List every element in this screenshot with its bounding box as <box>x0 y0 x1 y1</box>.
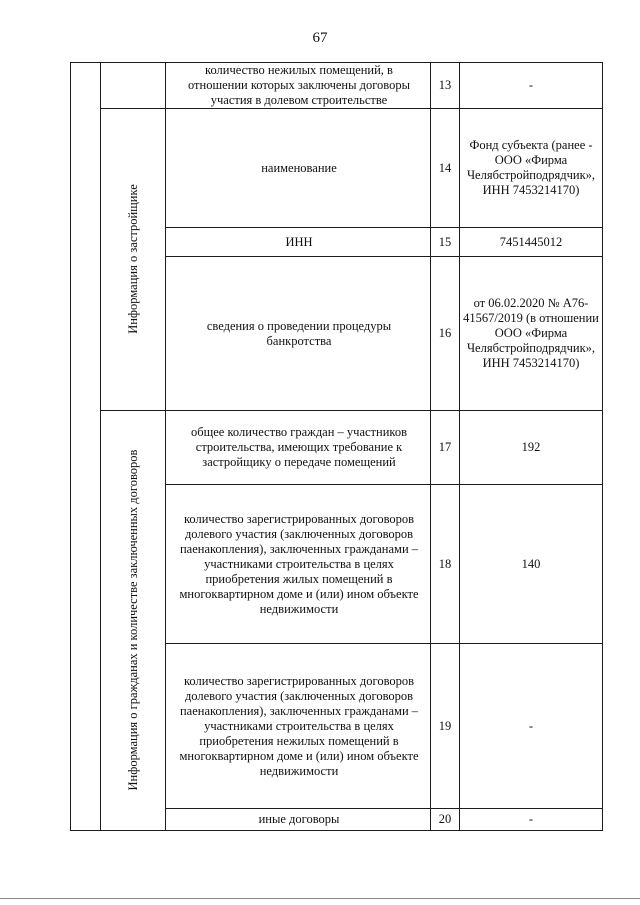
table-row-label: общее количество граждан – участников строительства, имеющих требование к застройщику о передаче помещений <box>191 425 407 469</box>
table-row-value: от 06.02.2020 № А76-41567/2019 (в отношении ООО «Фирма Челябстройподрядчик», ИНН 7453214170) <box>463 296 599 370</box>
table-row-label: количество зарегистрированных договоров долевого участия (заключенных договоров паенакопления), заключенных гражданами – участниками строительства в целях приобретения нежилых помещений в многоквартирном доме и (или) ином объекте недвижимости <box>179 673 419 778</box>
table-row-number: 18 <box>438 556 452 571</box>
page-bottom-rule <box>0 898 640 899</box>
table-row-value: 140 <box>521 556 541 571</box>
table-row-value: 7451445012 <box>499 234 563 249</box>
table-row-label: иные договоры <box>258 812 340 826</box>
table-row-number: 16 <box>438 326 452 340</box>
table-row-number: 17 <box>438 440 452 454</box>
table-row-number: 19 <box>438 718 452 733</box>
column-divider <box>459 62 460 830</box>
table-row-number: 15 <box>438 234 452 249</box>
column-divider <box>165 62 166 830</box>
table-row-value: - <box>528 718 534 733</box>
table-row-number: 20 <box>438 812 452 826</box>
table-bottom-border <box>70 830 603 831</box>
section-title-developer: Информация о застройщике <box>125 184 140 334</box>
table-row-value: - <box>528 78 534 92</box>
table-row-number: 13 <box>438 78 452 92</box>
column-divider <box>100 62 101 830</box>
table-left-border <box>70 62 71 830</box>
section-title-citizens: Информация о гражданах и количестве заключенных договоров <box>125 449 140 791</box>
table-row-label: наименование <box>261 160 337 175</box>
table-row-value: Фонд субъекта (ранее - ООО «Фирма Челябстройподрядчик», ИНН 7453214170) <box>466 138 596 197</box>
table-row-number: 14 <box>438 160 452 175</box>
table-row-label: сведения о проведении процедуры банкротства <box>206 318 392 348</box>
table-row-label: ИНН <box>285 234 313 249</box>
table-row-value: - <box>528 812 534 826</box>
table-row-label: количество нежилых помещений, в отношении которых заключены договоры участия в долевом строительстве <box>187 63 411 107</box>
table-row-value: 192 <box>521 440 541 454</box>
table-right-border <box>602 62 603 830</box>
table-row-label: количество зарегистрированных договоров долевого участия (заключенных договоров паенакопления), заключенных гражданами – участниками строительства в целях приобретения жилых помещений в многоквартирном доме и (или) ином объекте недвижимости <box>179 511 419 616</box>
page-number: 67 <box>312 30 328 46</box>
